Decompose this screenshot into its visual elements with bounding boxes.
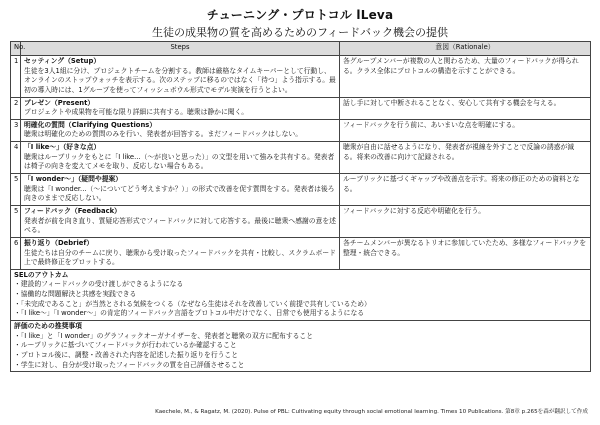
rationale-cell: フィードバックに対する反応や明確化を行う。 — [340, 205, 591, 237]
rationale-cell: 話し手に対して中断されることなく、安心して共有する機会を与える。 — [340, 97, 591, 119]
step-name: プレゼン（Present） — [24, 98, 95, 107]
assessment-section — [11, 321, 591, 372]
step-number: 5 — [11, 205, 21, 237]
list-item: ・建設的フィードバックの受け渡しができるようになる — [14, 280, 184, 289]
step-description: 発表者が前を向き直り、質疑応答形式でフィードバックに対して応答する。最後に聴衆へ感謝の意を述べる。 — [24, 216, 336, 235]
step-cell — [21, 237, 340, 269]
table-header-row — [11, 42, 591, 56]
assessment-row — [11, 321, 591, 372]
header-steps: Steps — [21, 42, 340, 56]
assessment-title: 評価のための推奨事項 — [14, 322, 82, 331]
step-name: フィードバック（Feedback） — [24, 206, 121, 215]
table-row — [11, 237, 591, 269]
step-number: 1 — [11, 56, 21, 98]
table-row — [11, 97, 591, 119]
step-description: 聴衆は「I wonder...（～についてどう考えますか？）」の形式で改善を促す質問をする。発表者は後ろ向きのままで反応しない。 — [24, 184, 335, 203]
list-item: ・協働的な問題解決と共感を実践できる — [14, 290, 137, 299]
step-cell — [21, 56, 340, 98]
table-row — [11, 56, 591, 98]
list-item: ・「I like～」「I wonder～」の肯定的フィードバック言語をプロトコル中だけでなく、日常でも使用するようになる — [14, 309, 365, 318]
sel-outcomes-title: SELのアウトカム — [14, 270, 69, 279]
document-title: チューニング・プロトコル lLeva — [206, 8, 394, 22]
step-name: 明確化の質問（Clarifying Questions） — [24, 120, 157, 129]
step-cell — [21, 174, 340, 206]
rationale-cell: ルーブリックに基づくギャップや改善点を示す。将来の修正のための資料となる。 — [340, 174, 591, 206]
step-cell — [21, 205, 340, 237]
header-rationale: 意図（Rationale） — [340, 42, 591, 56]
table-row — [11, 142, 591, 174]
step-description: 生徒を3人1組に分け、プロジェクトチームを分割する。教師は厳格なタイムキーパーとして行動し、オンラインのストップウォッチを表示する。次のステップに移るのではなく「待つ」よう指示する。最初の導入時には、1グループを使ってフィッシュボウル形式でモデル実演を行うとよい。 — [24, 66, 336, 94]
step-cell — [21, 142, 340, 174]
step-number: 2 — [11, 97, 21, 119]
table-row — [11, 205, 591, 237]
step-name: 「I wonder～」（疑問や提案） — [24, 175, 123, 184]
sel-outcomes-row — [11, 269, 591, 320]
citation: Kaechele, M., & Ragatz, M. (2020). Pulse of PBL: Cultivating equity through social emotional learning. Times 10 Publications. 第8章 p.265を森が翻訳して作成 — [155, 409, 588, 415]
rationale-cell: 各チームメンバーが異なるトリオに参加していたため、多様なフィードバックを整理・統合できる。 — [340, 237, 591, 269]
document-subtitle: 生徒の成果物の質を高めるためのフィードバック機会の提供 — [152, 26, 448, 39]
header-no: No. — [11, 42, 21, 56]
list-item: ・ルーブリックに基づいてフィードバックが行われているか確認すること — [14, 341, 237, 350]
step-cell — [21, 97, 340, 119]
rationale-cell: 聴衆が自由に話せるようになり、発表者が視線を外すことで反論の誘惑が減る。将来の改善に向けて記録される。 — [340, 142, 591, 174]
step-description: プロジェクトや成果物を可能な限り詳細に共有する。聴衆は静かに聞く。 — [24, 108, 249, 117]
step-name: 「I like～」（好きな点） — [24, 143, 101, 152]
step-description: 聴衆はルーブリックをもとに「I like...（～が良いと思った）」の文型を用いて強みを共有する。発表者は椅子の向きを変えてメモを取り、反応しない場合もある。 — [24, 152, 335, 171]
protocol-table — [10, 41, 591, 372]
step-description: 聴衆は明確化のための質問のみを行い、発表者が回答する。まだフィードバックはしない。 — [24, 130, 302, 139]
list-item: ・「未完成であること」が当然とされる気候をつくる（なぜなら生徒はそれを改善していく前提で共有しているため） — [14, 299, 371, 308]
step-number: 3 — [11, 119, 21, 141]
list-item: ・学生に対し、自分が受け取ったフィードバックの質を自己評価させること — [14, 360, 245, 369]
rationale-cell: フィードバックを行う前に、あいまいな点を明確にする。 — [340, 119, 591, 141]
step-number: 5 — [11, 174, 21, 206]
rationale-cell: 各グループメンバーが複数の人と関わるため、大量のフィードバックが得られる。クラス全体にプロトコルの構造を示すことができる。 — [340, 56, 591, 98]
step-number: 6 — [11, 237, 21, 269]
step-cell — [21, 119, 340, 141]
step-description: 生徒たちは自分のチームに戻り、聴衆から受け取ったフィードバックを共有・比較し、スクラムボード上で最終修正をプロットする。 — [24, 248, 336, 267]
step-name: セッティング（Setup） — [24, 57, 101, 65]
list-item: ・「I like」と「I wonder」のグラフィックオーガナイザーを、発表者と聴衆の双方に配布すること — [14, 331, 314, 340]
table-row — [11, 119, 591, 141]
table-row — [11, 174, 591, 206]
sel-outcomes-section — [11, 269, 591, 320]
list-item: ・プロトコル後に、調整・改善された内容を記述した振り返りを行うこと — [14, 350, 239, 359]
step-number: 4 — [11, 142, 21, 174]
step-name: 振り返り（Debrief） — [24, 238, 94, 247]
